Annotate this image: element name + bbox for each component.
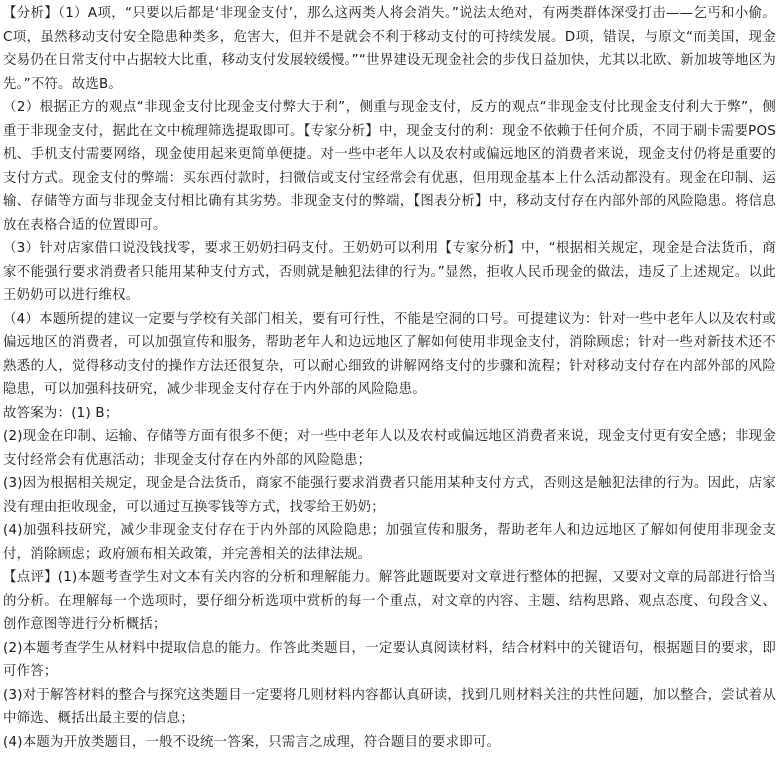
answer-3: (3)因为根据相关规定，现金是合法货币，商家不能强行要求消费者只能用某种支付方式，否则这是触犯法律的行为。因此，店家没有理由拒收现金，可以通过互换零钱等方式，找零给王奶奶； xyxy=(3,476,776,515)
answer-2: (2)现金在印制、运输、存储等方面有很多不便；对一些中老年人以及农村或偏远地区消费者来说，现金支付更有安全感；非现金支付经常会有优惠活动；非现金支付存在内外部的风险隐患； xyxy=(3,429,776,468)
comment-2: (2)本题考查学生从材料中提取信息的能力。作答此类题目，一定要认真阅读材料，结合材料中的关键语句，根据题目的要求，即可作答； xyxy=(3,640,776,679)
analysis-part-2: （2）根据正方的观点“非现金支付比现金支付弊大于利”，侧重与现金支付，反方的观点“非现金支付比现金支付利大于弊”，侧重于非现金支付，据此在文中梳理筛选提取即可。【专家分析】中，现金支付的利：现金不依赖于任何介质，不同于刷卡需要POS机、手机支付需要网络，现金使用起来更简单便捷。对一些中老年人以及农村或偏远地区的消费者来说，现金支付仍将是重要的支付方式。现金支付的弊端：买东西付款时，扫微信或支付宝经常会有优惠，但用现金基本上什么活动都没有。现金在印制、运输、存储等方面与非现金支付相比确有其劣势。非现金支付的弊端，【图表分析】中，移动支付存在内部外部的风险隐患。将信息放在表格合适的位置即可。 xyxy=(3,100,776,233)
analysis-part-3: （3）针对店家借口说没钱找零，要求王奶奶扫码支付。王奶奶可以利用【专家分析】中，“根据相关规定，现金是合法货币，商家不能强行要求消费者只能用某种支付方式，否则就是触犯法律的行为。”显然，拒收人民币现金的做法，违反了上述规定。以此王奶奶可以进行维权。 xyxy=(3,241,776,303)
comment-3: (3)对于解答材料的整合与探究这类题目一定要将几则材料内容都认真研读，找到几则材料关注的共性问题，加以整合，尝试着从中筛选、概括出最主要的信息； xyxy=(3,687,776,726)
answer-4: (4)加强科技研究，减少非现金支付存在于内外部的风险隐患；加强宣传和服务，帮助老年人和边远地区了解如何使用非现金支付，消除顾虑；政府颁布相关政策，并完善相关的法律法规。 xyxy=(3,523,776,562)
comment-4: (4)本题为开放类题目，一般不设统一答案，只需言之成理，符合题目的要求即可。 xyxy=(3,734,501,750)
analysis-part-4: （4）本题所提的建议一定要与学校有关部门相关，要有可行性，不能是空洞的口号。可提建议为：针对一些中老年人以及农村或偏远地区的消费者，可以加强宣传和服务，帮助老年人和边远地区了解如何使用非现金支付，消除顾虑；针对一些对新技术还不熟悉的人，觉得移动支付的操作方法还很复杂，可以耐心细致的讲解网络支付的步骤和流程；针对移动支付存在内部外部的风险隐患，可以加强科技研究，减少非现金支付存在于内外部的风险隐患。 xyxy=(3,311,776,397)
analysis-part-1: 【分析】（1）A项，“只要以后都是‘非现金支付’，那么这两类人将会消失。”说法太绝对，有两类群体深受打击——乞丐和小偷。C项，虽然移动支付安全隐患种类多，危害大，但并不是就会不利于移动支付的可持续发展。D项，错误，与原文“而美国，现金交易仍在日常支付中占据较大比重，移动支付发展较缓慢。”“世界建设无现金社会的步伐日益加快，尤其以北欧、新加坡等地区为先。”不符。故选B。 xyxy=(3,6,776,92)
answer-1: 故答案为：(1) B； xyxy=(3,405,119,421)
comment-1: 【点评】(1)本题考查学生对文本有关内容的分析和理解能力。解答此题既要对文章进行整体的把握，又要对文章的局部进行恰当的分析。在理解每一个选项时，要仔细分析选项中赏析的每一个重点，对文章的内容、主题、结构思路、观点态度、句段含义、创作意图等进行分析概括； xyxy=(3,570,776,632)
